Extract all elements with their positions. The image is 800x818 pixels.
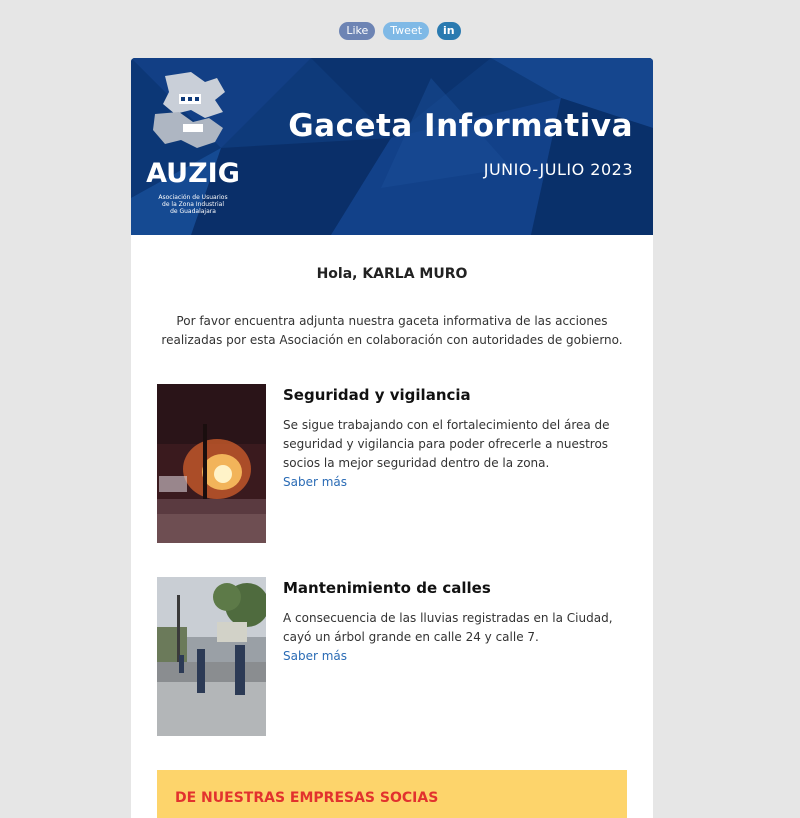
logo-subtitle-line: Asociación de Usuarios [158,194,228,201]
article-body [283,384,627,492]
tweet-button[interactable]: Tweet [383,22,429,40]
newsletter-banner [131,58,653,235]
logo-subtitle [143,194,243,215]
partners-section [157,770,627,818]
article-title: Mantenimiento de calles [283,579,491,597]
intro-paragraph: Por favor encuentra adjunta nuestra gaceta informativa de las acciones realizadas por esta Asociación en colaboración con autoridades de gobierno. [161,314,623,347]
facebook-like-button[interactable]: Like [339,22,375,40]
article-body [283,577,627,666]
article-title: Seguridad y vigilancia [283,386,471,404]
social-share-bar [0,22,800,40]
newsletter-title: Gaceta Informativa [288,108,633,144]
article-photo-street [157,577,266,736]
read-more-link[interactable]: Saber más [283,475,348,489]
article-photo-fire [157,384,266,543]
newsletter-card [131,58,653,818]
logo-wordmark: AUZIG [146,158,240,189]
greeting-heading: Hola, KARLA MURO [316,266,468,282]
article-text: A consecuencia de las lluvias registradas en la Ciudad, cayó un árbol grande en calle 24 y calle 7. [283,611,613,644]
newsletter-date: JUNIO-JULIO 2023 [483,160,633,179]
read-more-link[interactable]: Saber más [283,649,348,663]
partners-heading: DE NUESTRAS EMPRESAS SOCIAS [175,790,439,806]
logo-subtitle-line: de la Zona Industrial [162,201,224,208]
auzig-gear-logo-icon [145,68,237,156]
linkedin-share-button[interactable]: in [437,22,461,40]
logo-subtitle-line: de Guadalajara [170,208,216,215]
article-text: Se sigue trabajando con el fortalecimiento del área de seguridad y vigilancia para poder ofrecerle a nuestros socios la mejor seguridad dentro de la zona. [283,418,610,470]
